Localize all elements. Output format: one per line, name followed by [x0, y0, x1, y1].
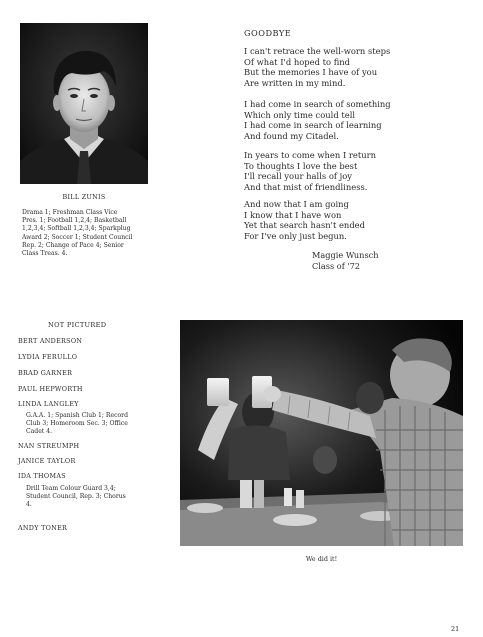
not-pictured-name: BERT ANDERSON: [18, 337, 83, 345]
detail-line: Student Council, Rep. 3; Chorus: [26, 493, 126, 500]
not-pictured-name: IDA THOMAS: [18, 472, 66, 480]
poem-line: Which only time could tell: [244, 109, 356, 120]
poem-stanza-4: [244, 199, 464, 241]
bio-line: Drama 1; Freshman Class Vice: [22, 209, 118, 216]
detail-line: 4.: [26, 501, 32, 508]
poem-author-class: Class of '72: [312, 261, 361, 271]
poem-title: GOODBYE: [244, 28, 292, 38]
poem-stanza-2: [244, 99, 464, 141]
bio-line: 1,2,3,4; Softball 1,2,3,4; Sparkplug: [22, 225, 131, 233]
poem-line: I'll recall your halls of joy: [244, 171, 353, 182]
not-pictured-name: BRAD GARNER: [18, 369, 73, 377]
not-pictured-name: LINDA LANGLEY: [18, 400, 79, 408]
not-pictured-name: LYDIA FERULLO: [18, 353, 78, 361]
detail-line: G.A.A. 1; Spanish Club 1; Record: [26, 412, 128, 419]
portrait-student-bio: [22, 209, 170, 258]
poem-line: In years to come when I return: [244, 150, 377, 160]
not-pictured-details: [26, 485, 136, 509]
detail-line: Cadet 4.: [26, 428, 53, 435]
senior-portrait-photo: [20, 23, 148, 184]
poem-line: But the memories I have of you: [244, 67, 378, 78]
poem-line: I had come in search of learning: [244, 120, 382, 131]
poem-line: Of what I'd hoped to find: [244, 56, 351, 67]
photo-caption: We did it!: [305, 555, 338, 563]
page-number: 21: [451, 625, 460, 633]
poem-line: Yet that search hasn't ended: [244, 220, 365, 231]
poem-line: To thoughts I love the best: [244, 160, 358, 171]
detail-line: Club 3; Homeroom Sec. 3; Office: [26, 420, 128, 427]
not-pictured-details: [26, 412, 136, 436]
poem-line: For I've only just begun.: [244, 230, 347, 241]
poem-line: And found my Citadel.: [244, 130, 339, 141]
poem-line: And now that I am going: [244, 199, 349, 209]
poem-signature: [312, 250, 432, 272]
poem-line: I had come in search of something: [244, 99, 391, 109]
celebration-photo: [180, 320, 463, 546]
bio-line: Award 2; Soccer 1; Student Council: [22, 233, 133, 241]
poem-author: Maggie Wunsch: [312, 250, 379, 260]
bio-line: Class Treas. 4.: [22, 250, 68, 258]
not-pictured-name: NAN STREUMPH: [18, 442, 80, 450]
not-pictured-heading: NOT PICTURED: [48, 321, 107, 329]
bio-line: Rep. 2; Change of Pace 4; Senior: [22, 241, 124, 249]
bio-line: Pres. 1; Football 1,2,4; Basketball: [22, 217, 127, 225]
poem-line: I know that I have won: [244, 209, 342, 220]
poem-line: And that mist of friendliness.: [244, 181, 368, 192]
not-pictured-name: PAUL HEPWORTH: [18, 385, 83, 393]
poem-line: Are written in my mind.: [244, 77, 346, 88]
not-pictured-name: ANDY TONER: [18, 524, 68, 532]
poem-line: I can't retrace the well-worn steps: [244, 46, 391, 56]
detail-line: Drill Team Colour Guard 3,4;: [26, 485, 116, 492]
poem-stanza-3: [244, 150, 464, 192]
not-pictured-name: JANICE TAYLOR: [18, 457, 76, 465]
poem-stanza-1: [244, 46, 464, 88]
portrait-student-name: BILL ZUNIS: [62, 193, 106, 201]
